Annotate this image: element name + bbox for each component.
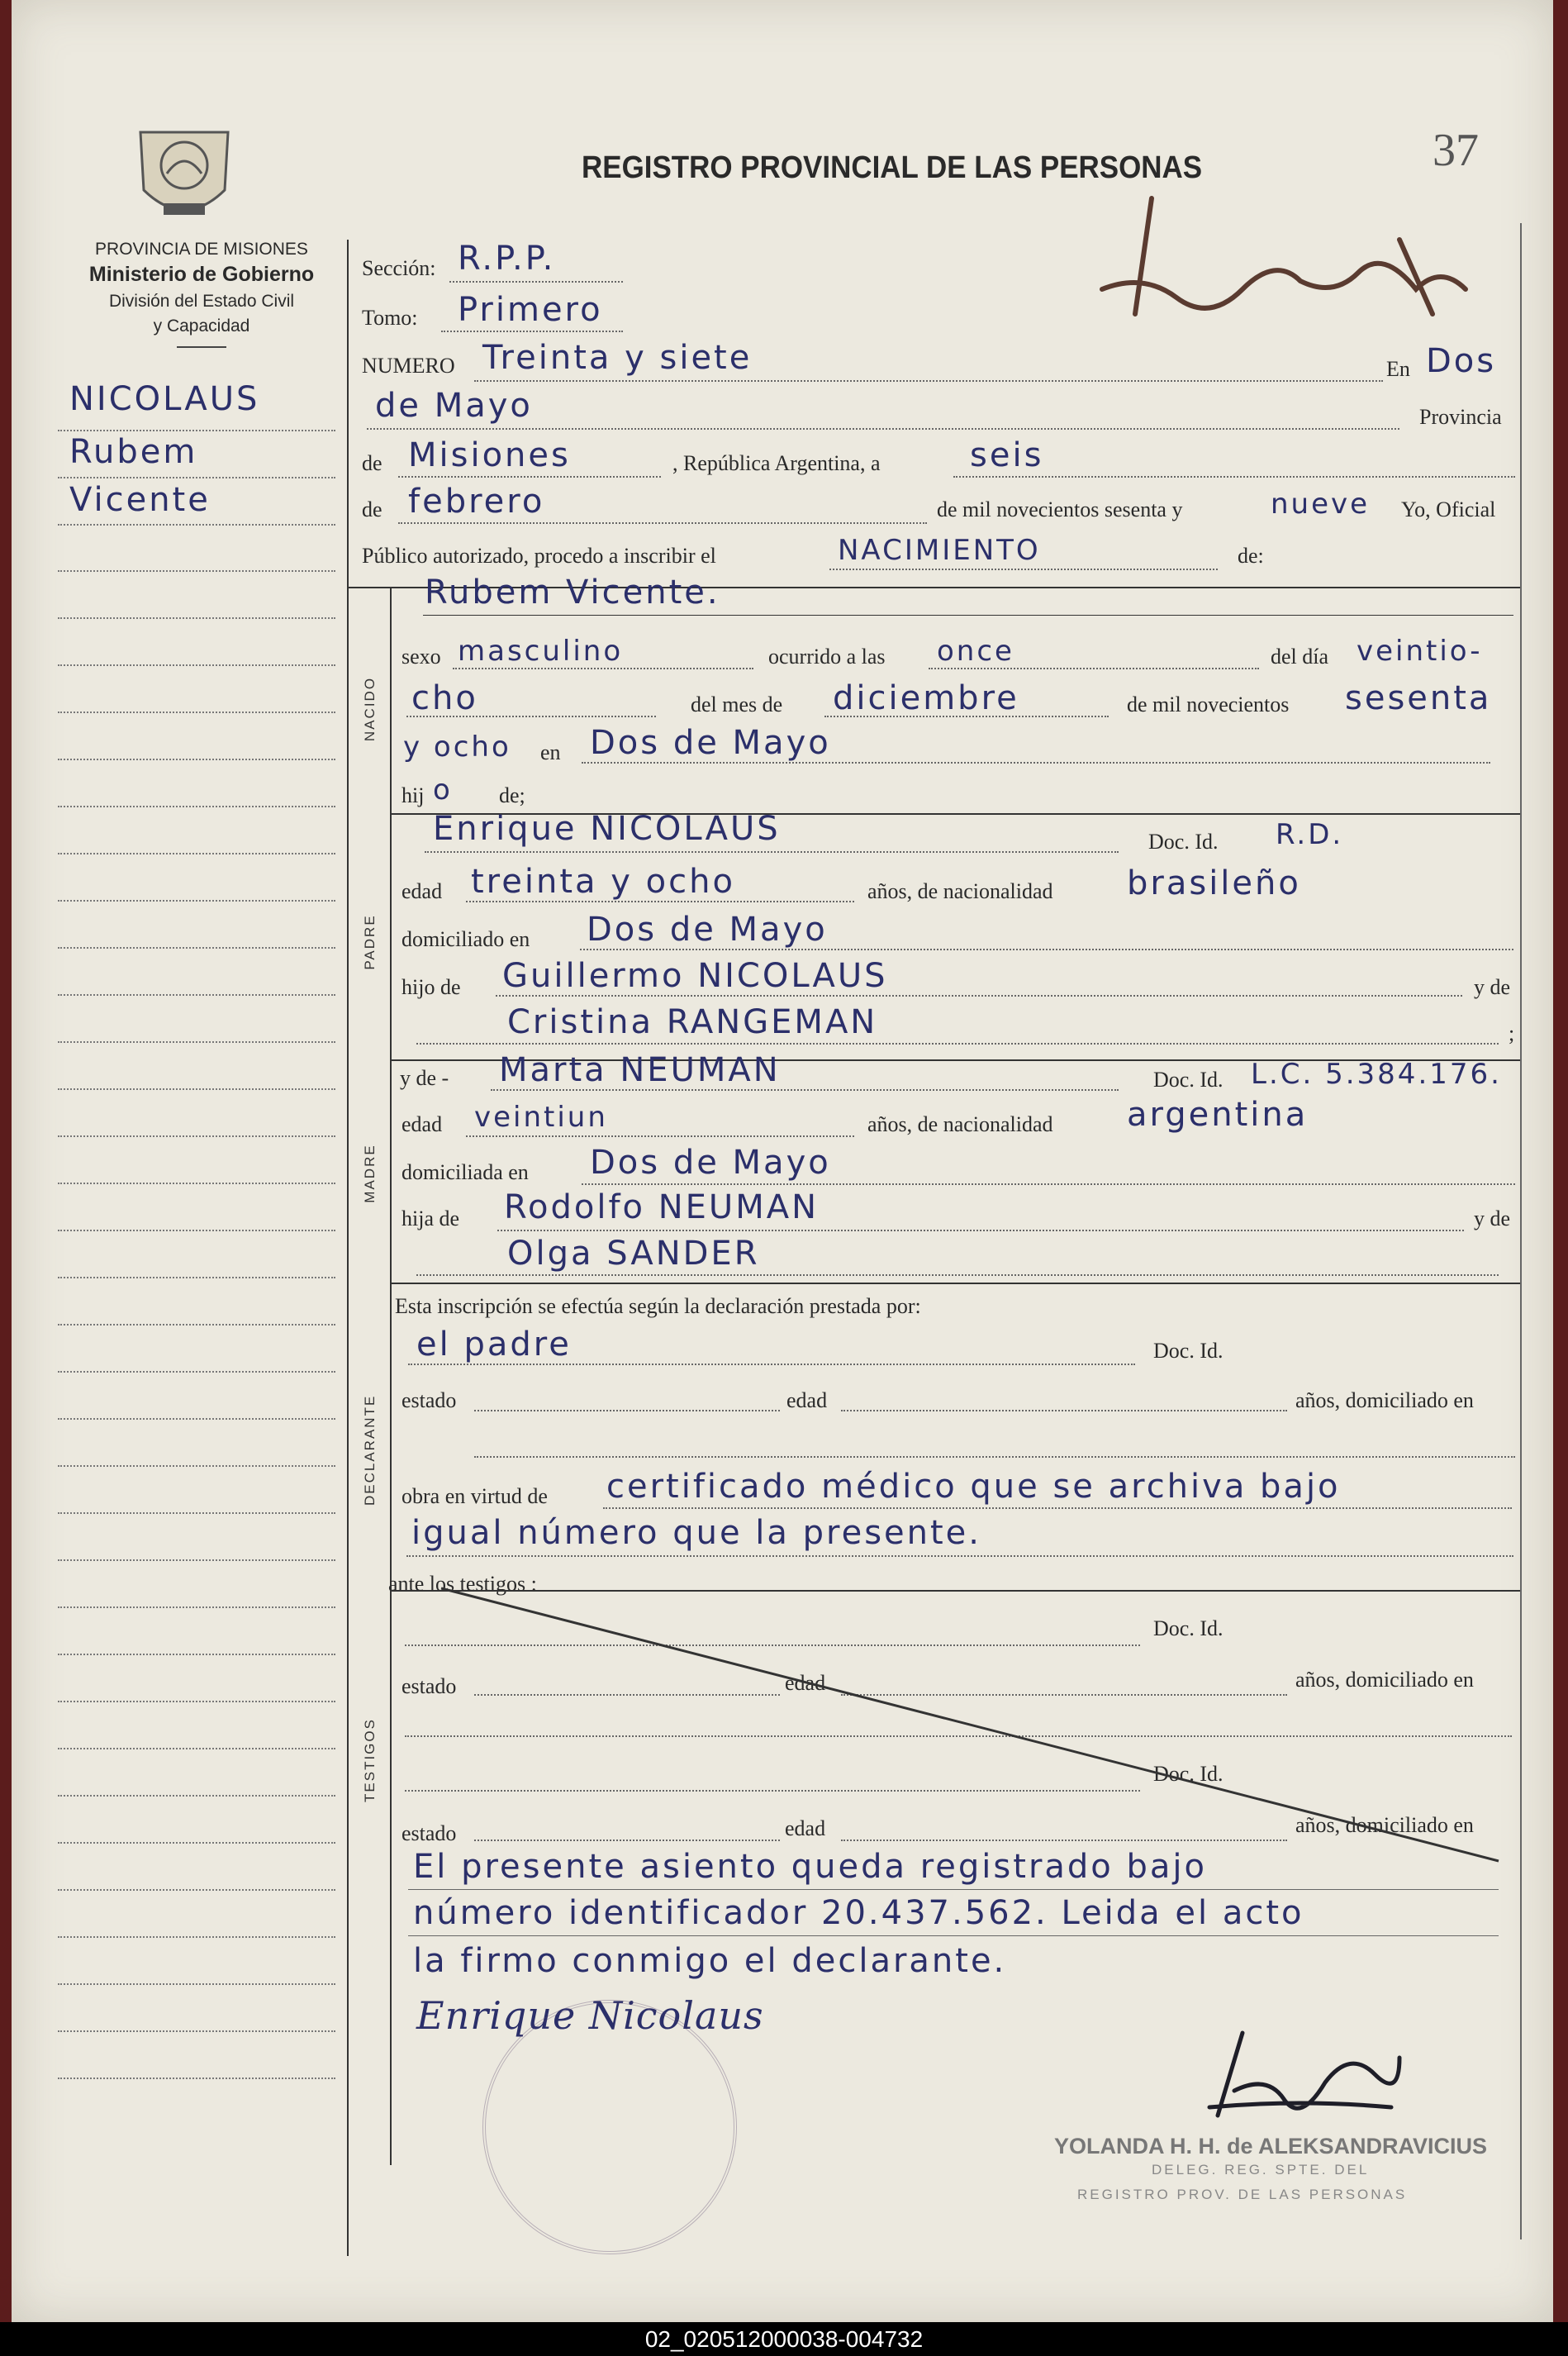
margin-rule-line — [58, 1559, 335, 1561]
field-lugar: Dos de Mayo — [590, 724, 831, 762]
image-caption: 02_020512000038-004732 — [0, 2322, 1568, 2356]
label-testigo1-edad: edad — [785, 1671, 826, 1695]
label-declarante-edad: edad — [786, 1388, 828, 1412]
label-semicolon: ; — [1509, 1021, 1515, 1045]
field-nombre: Rubem Vicente. — [425, 574, 720, 612]
side-label-madre: MADRE — [362, 1144, 378, 1203]
province-seal-icon — [134, 124, 235, 230]
field-madre-doc: L.C. 5.384.176. — [1251, 1058, 1502, 1091]
label-mil-sesenta: de mil novecientos sesenta y — [937, 497, 1183, 521]
margin-rule-line — [58, 712, 335, 713]
field-dia-2: cho — [411, 679, 478, 717]
official-stamp-icon — [482, 2000, 737, 2254]
field-ciudad: de Mayo — [375, 387, 533, 425]
field-madre-madre: Olga SANDER — [507, 1235, 760, 1273]
margin-rule-line — [58, 947, 335, 949]
label-numero: NUMERO — [362, 354, 455, 378]
side-label-padre: PADRE — [362, 914, 378, 970]
margin-second-name: Vicente — [69, 481, 211, 519]
field-tomo: Primero — [458, 291, 603, 329]
margin-rule-line — [58, 806, 335, 807]
margin-rule-line — [58, 1324, 335, 1326]
label-del-mes: del mes de — [691, 693, 783, 716]
margin-rule-line — [58, 900, 335, 902]
label-madre-edad: edad — [402, 1112, 443, 1136]
declarant-signature: Enrique Nicolaus — [416, 1993, 764, 2038]
field-declarante: el padre — [416, 1326, 572, 1364]
margin-rule-line — [58, 570, 335, 572]
margin-rule-line — [58, 1748, 335, 1749]
label-ante-testigos: ante los testigos : — [388, 1572, 537, 1596]
label-de-semi: de; — [499, 783, 525, 807]
label-padre-hijo-de: hijo de — [402, 975, 461, 999]
field-obra-2: igual número que la presente. — [411, 1514, 982, 1552]
margin-first-name: Rubem — [69, 433, 198, 471]
officer-name: YOLANDA H. H. de ALEKSANDRAVICIUS — [1054, 2134, 1488, 2158]
margin-rule-line — [58, 759, 335, 760]
margin-rule-line — [58, 2030, 335, 2032]
margin-rule-line — [58, 1795, 335, 1797]
margin-rule-line — [58, 1512, 335, 1514]
field-padre-doc: R.D. — [1276, 818, 1344, 851]
page-number: 37 — [1433, 125, 1479, 176]
field-dia-1: veintio- — [1357, 635, 1483, 668]
label-testigo1-doc: Doc. Id. — [1153, 1616, 1224, 1640]
officer-title-2: REGISTRO PROV. DE LAS PERSONAS — [1077, 2187, 1408, 2202]
margin-rule-line — [58, 1842, 335, 1844]
field-sexo: masculino — [458, 635, 624, 668]
label-en-lugar: en — [540, 740, 561, 764]
margin-rule-line — [58, 2078, 335, 2079]
margin-rule-line — [58, 1041, 335, 1043]
margin-rule-line — [58, 1465, 335, 1467]
margin-rule-line — [58, 1183, 335, 1184]
field-nota-1: El presente asiento queda registrado bajo — [413, 1848, 1207, 1886]
label-tomo: Tomo: — [362, 306, 418, 330]
label-padre-doc: Doc. Id. — [1148, 830, 1219, 854]
officer-title-1: DELEG. REG. SPTE. DEL — [1152, 2162, 1370, 2178]
division-label-2: y Capacidad — [153, 317, 250, 336]
label-en: En — [1386, 357, 1410, 381]
registry-page — [12, 0, 1553, 2322]
field-madre-edad: veintiun — [474, 1101, 608, 1134]
label-madre-y-de-2: y de — [1474, 1207, 1511, 1230]
margin-surname: NICOLAUS — [69, 380, 260, 418]
label-testigo1-domicilio: años, domiciliado en — [1295, 1668, 1474, 1692]
field-mes: diciembre — [833, 679, 1019, 717]
officer-signature-bottom — [1201, 2025, 1408, 2132]
label-madre-hija-de: hija de — [402, 1207, 460, 1230]
label-republica: , República Argentina, a — [672, 451, 881, 475]
margin-rule-line — [58, 1983, 335, 1985]
label-de-colon: de: — [1238, 544, 1264, 568]
field-en: Dos — [1426, 342, 1497, 380]
label-ocurrido: ocurrido a las — [768, 645, 886, 669]
margin-names — [69, 380, 259, 519]
label-obra: obra en virtud de — [402, 1484, 548, 1508]
field-mes-inscripcion: febrero — [408, 483, 545, 521]
field-padre-madre: Cristina RANGEMAN — [507, 1003, 878, 1041]
ministry-label: Ministerio de Gobierno — [88, 263, 315, 286]
cancellation-stroke — [425, 1580, 1507, 1869]
label-padre-nacionalidad: años, de nacionalidad — [867, 879, 1053, 903]
margin-rule-line — [58, 1936, 335, 1938]
field-seccion: R.P.P. — [458, 240, 556, 278]
field-acto: NACIMIENTO — [838, 534, 1041, 567]
margin-rule-line — [58, 617, 335, 619]
label-padre-domicilio: domiciliado en — [402, 927, 530, 951]
margin-rule-line — [58, 994, 335, 996]
margin-rule-line — [58, 1889, 335, 1891]
label-mil-novecientos: de mil novecientos — [1127, 693, 1290, 716]
label-testigo2-estado: estado — [402, 1821, 457, 1845]
margin-rule-line — [58, 1654, 335, 1655]
field-nota-3: la firmo conmigo el declarante. — [413, 1942, 1007, 1980]
field-padre-edad: treinta y ocho — [471, 863, 735, 901]
label-de-provincia: de — [362, 451, 382, 475]
label-padre-y-de: y de — [1474, 975, 1511, 999]
label-declarante-domicilio: años, domiciliado en — [1295, 1388, 1474, 1412]
field-madre-nacionalidad: argentina — [1127, 1096, 1309, 1134]
label-de-mes: de — [362, 497, 382, 521]
margin-rule-line — [58, 664, 335, 666]
label-publico: Público autorizado, procedo a inscribir el — [362, 544, 716, 568]
field-numero: Treinta y siete — [482, 339, 753, 377]
field-padre-nombre: Enrique NICOLAUS — [433, 810, 781, 848]
field-provincia: Misiones — [408, 436, 571, 474]
province-label: PROVINCIA DE MISIONES — [95, 240, 308, 259]
label-madre-y-de: y de - — [400, 1066, 449, 1090]
margin-rule-line — [58, 1371, 335, 1373]
side-label-testigos: TESTIGOS — [362, 1718, 378, 1802]
field-madre-domicilio: Dos de Mayo — [590, 1144, 831, 1182]
label-testigo2-doc: Doc. Id. — [1153, 1762, 1224, 1786]
label-testigo2-domicilio: años, domiciliado en — [1295, 1813, 1474, 1837]
label-inscripcion: Esta inscripción se efectúa según la declaración prestada por: — [395, 1294, 921, 1318]
field-anio-2: y ocho — [403, 731, 511, 764]
label-yo-oficial: Yo, Oficial — [1401, 497, 1496, 521]
label-testigo2-edad: edad — [785, 1816, 826, 1840]
field-padre-padre: Guillermo NICOLAUS — [502, 957, 888, 995]
label-seccion: Sección: — [362, 256, 436, 280]
margin-rule-line — [58, 1135, 335, 1137]
margin-rule-line — [58, 1088, 335, 1090]
label-provincia: Provincia — [1419, 405, 1502, 429]
label-hij: hij — [402, 783, 425, 807]
field-obra-1: certificado médico que se archiva bajo — [606, 1468, 1341, 1506]
field-anio-1: sesenta — [1345, 679, 1492, 717]
margin-rule-line — [58, 853, 335, 854]
margin-rule-line — [58, 1701, 335, 1702]
field-hij-suffix: o — [433, 773, 453, 807]
field-nota-2: número identificador 20.437.562. Leida el acto — [413, 1894, 1304, 1932]
label-madre-domicilio: domiciliada en — [402, 1160, 529, 1184]
label-del-dia: del día — [1271, 645, 1329, 669]
label-declarante-doc: Doc. Id. — [1153, 1339, 1224, 1363]
label-sexo: sexo — [402, 645, 441, 669]
field-madre-padre: Rodolfo NEUMAN — [504, 1188, 819, 1226]
margin-rule-line — [58, 1606, 335, 1608]
officer-signature-top — [1086, 190, 1482, 331]
division-label: División del Estado Civil — [108, 292, 295, 311]
label-madre-doc: Doc. Id. — [1153, 1068, 1224, 1092]
field-dia-inscripcion: seis — [970, 436, 1044, 474]
page-title: REGISTRO PROVINCIAL DE LAS PERSONAS — [582, 150, 1203, 185]
label-testigo1-estado: estado — [402, 1674, 457, 1698]
field-padre-domicilio: Dos de Mayo — [587, 911, 828, 949]
field-madre-nombre: Marta NEUMAN — [499, 1051, 781, 1089]
margin-rule-line — [58, 1418, 335, 1420]
margin-rule-line — [58, 1230, 335, 1231]
label-padre-edad: edad — [402, 879, 443, 903]
field-hora: once — [937, 635, 1014, 668]
field-anio-inscripcion: nueve — [1271, 488, 1371, 521]
label-declarante-estado: estado — [402, 1388, 457, 1412]
margin-rule-line — [58, 1277, 335, 1278]
side-label-declarante: DECLARANTE — [362, 1394, 378, 1506]
label-madre-nacionalidad: años, de nacionalidad — [867, 1112, 1053, 1136]
side-label-nacido: NACIDO — [362, 676, 378, 742]
field-padre-nacionalidad: brasileño — [1127, 864, 1301, 902]
